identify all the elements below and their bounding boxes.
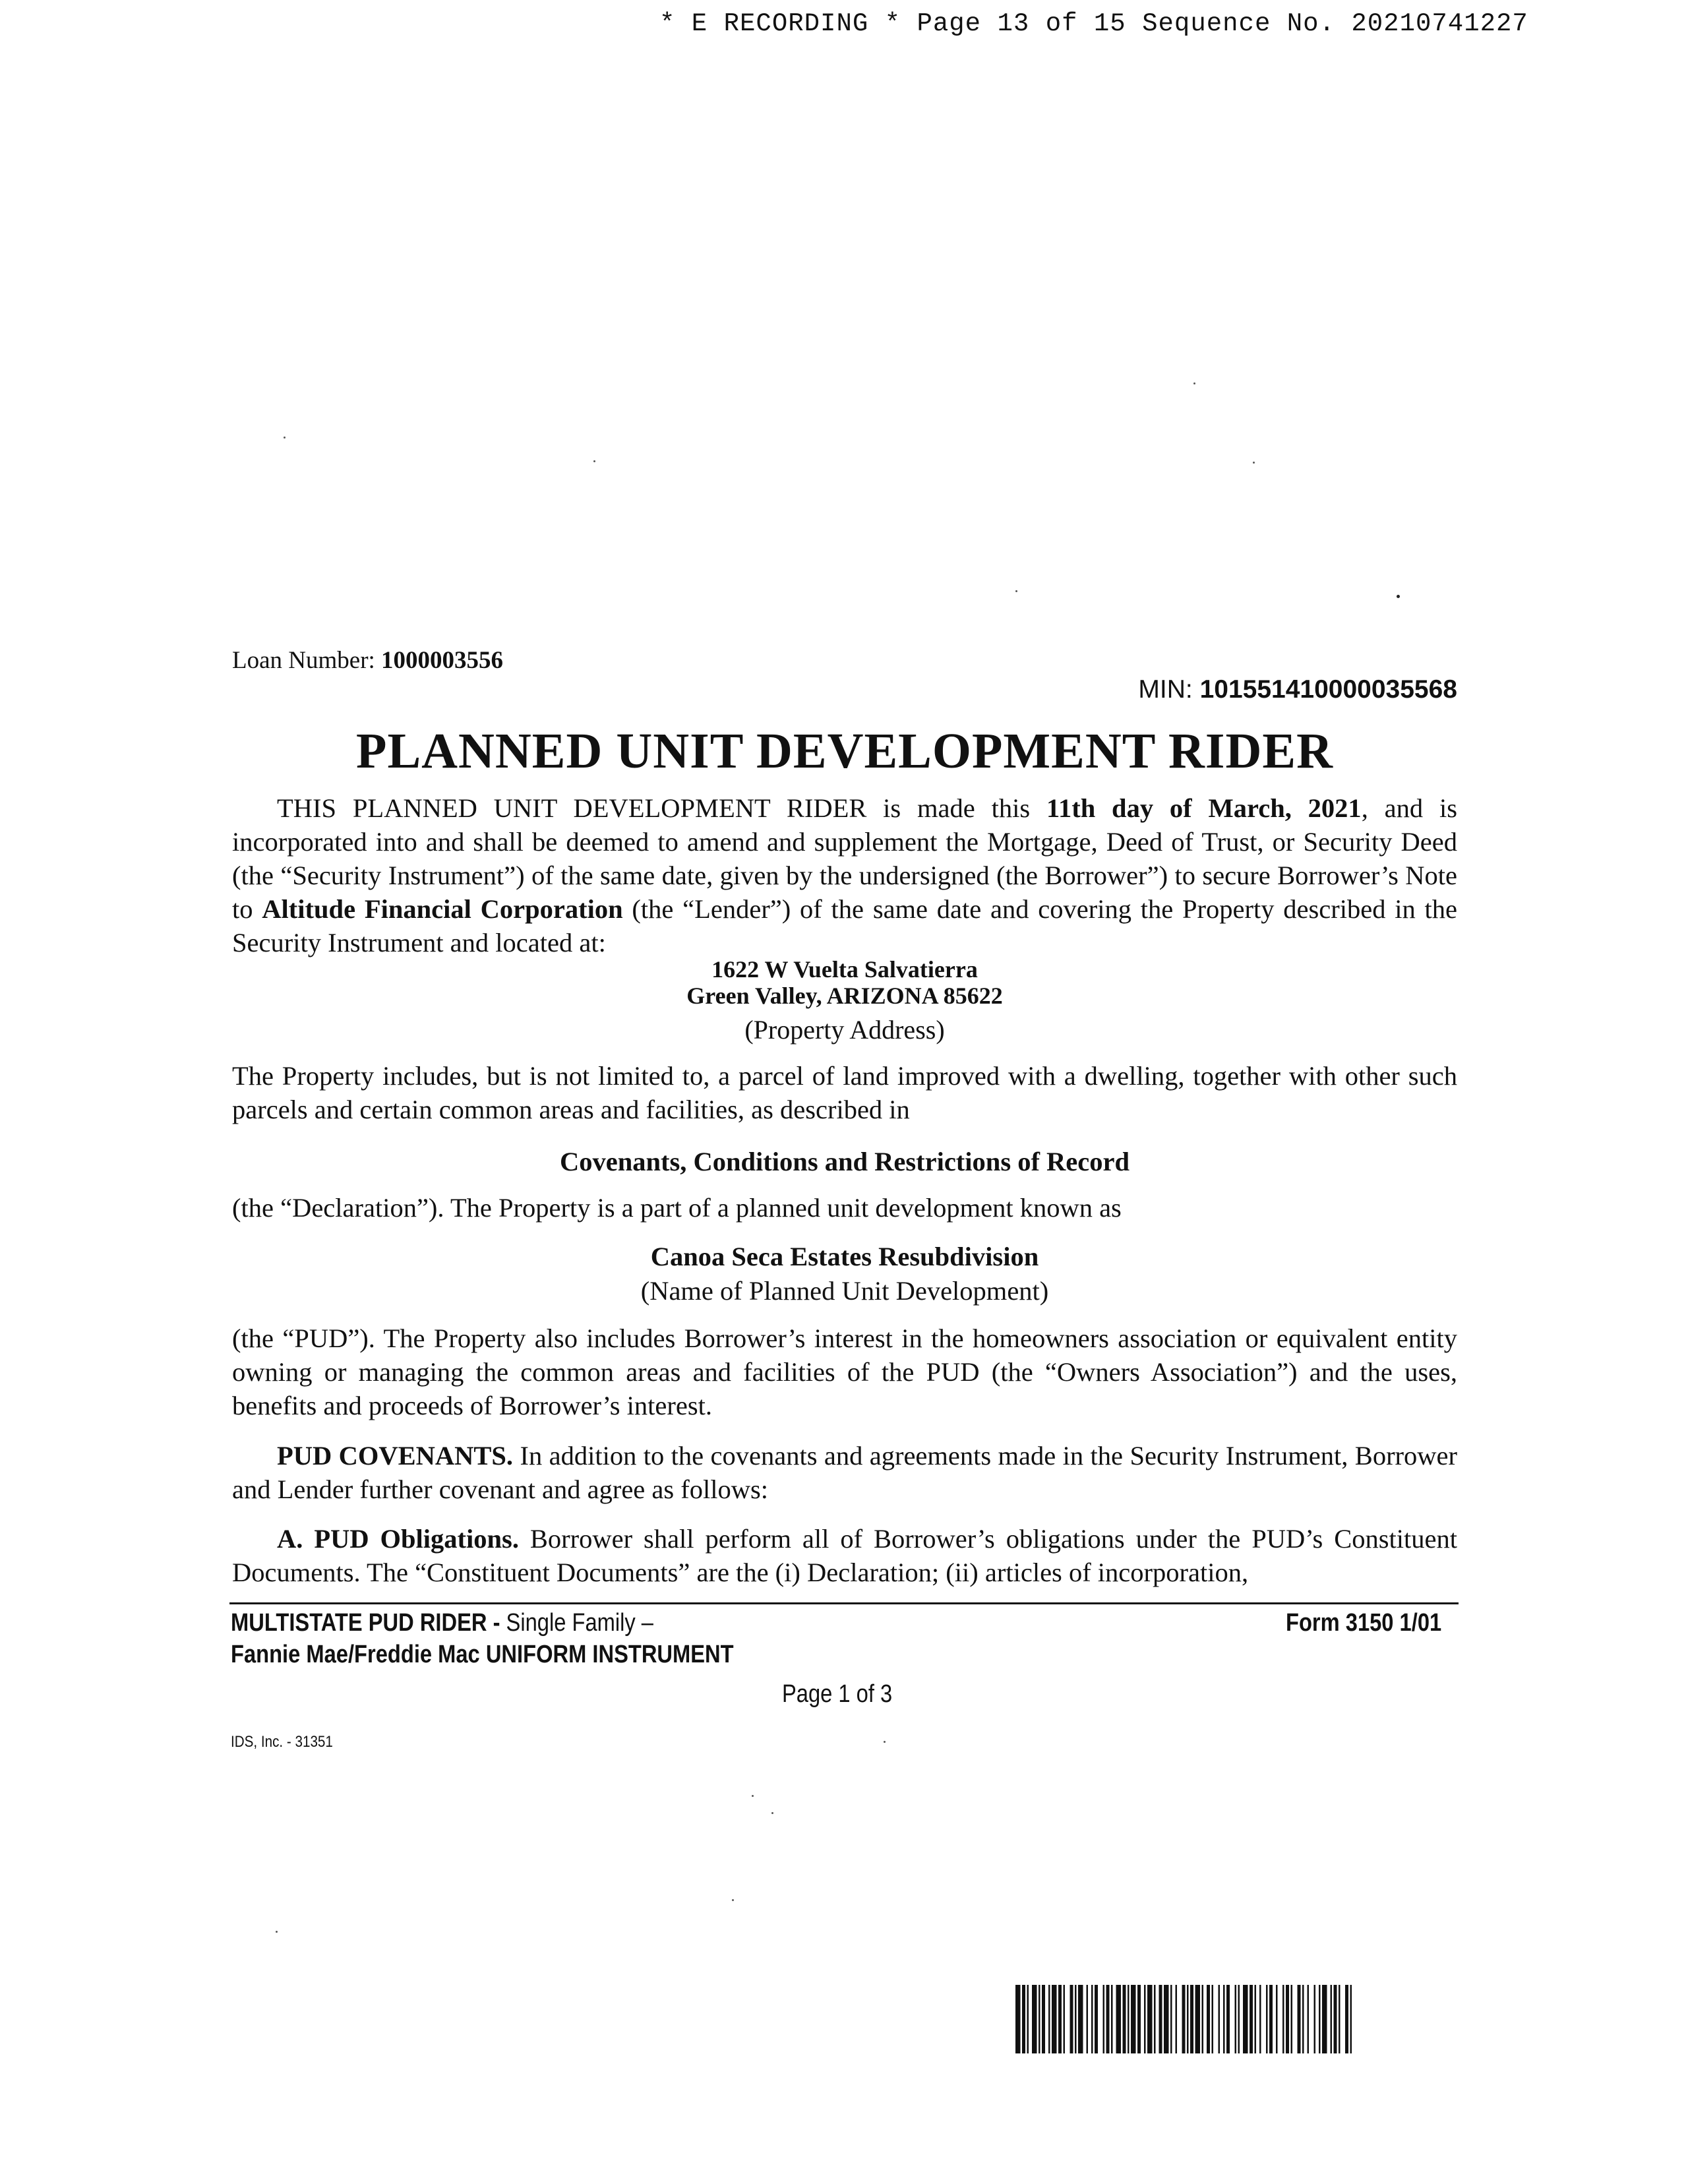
scan-speck [771,1812,773,1814]
ids-number: IDS, Inc. - 31351 [231,1733,333,1751]
min-label: MIN: [1138,675,1200,704]
footer-form-name: MULTISTATE PUD RIDER - Single Family – [231,1609,653,1637]
scan-speck [1253,462,1255,464]
scan-speck [732,1899,734,1901]
rider-date: 11th day of March, 2021 [1046,793,1362,823]
property-includes-paragraph: The Property includes, but is not limited to, a parcel of land improved with a dwelling, together with other such parcels and certain common areas and facilities, as described in [232,1061,1457,1124]
min-number [725,675,1457,704]
barcode-icon [1015,1985,1451,2053]
pud-paragraph: (the “PUD”). The Property also includes Borrower’s interest in the homeowners association or equivalent entity owning or managing the common areas and facilities of the PUD (the “Owners Association”) and the uses, benefits and proceeds of Borrower’s interest. [232,1323,1457,1420]
scan-speck [1015,590,1017,592]
pud-obligations-heading: A. PUD Obligations. [277,1524,519,1554]
footer-form-number: Form 3150 1/01 [1286,1609,1442,1637]
pud-obligations-paragraph: A. PUD Obligations. Borrower shall perform all of Borrower’s obligations under the PUD’s Constituent Documents. The “Constituent Documents” are the (i) Declaration; (ii) articles of incorporation, [232,1524,1457,1587]
scan-speck [1397,595,1400,598]
property-address-line1: 1622 W Vuelta Salvatierra [711,956,978,983]
pud-covenants-paragraph: PUD COVENANTS. In addition to the covenants and agreements made in the Security Instrument, Borrower and Lender further covenant and agree as follows: [232,1441,1457,1504]
loan-number-value: 1000003556 [381,647,504,674]
recording-header: * E RECORDING * Page 13 of 15 Sequence No. 20210741227 [659,9,1528,38]
loan-number [232,646,503,675]
footer-instrument: Fannie Mae/Freddie Mac UNIFORM INSTRUMENT [231,1641,734,1668]
scan-speck [752,1795,754,1797]
min-value: 101551410000035568 [1199,675,1457,704]
pud-covenants-heading: PUD COVENANTS. [277,1441,514,1471]
scan-speck [884,1741,886,1743]
pud-name-label: (Name of Planned Unit Development) [640,1276,1049,1306]
document-title: PLANNED UNIT DEVELOPMENT RIDER [356,723,1333,779]
loan-number-label: Loan Number: [232,647,382,674]
declaration-name: Covenants, Conditions and Restrictions of Record [559,1147,1130,1176]
scan-speck [276,1931,278,1933]
page-number: Page 1 of 3 [782,1680,893,1708]
scan-speck [1193,382,1195,384]
scan-speck [593,460,595,462]
declaration-paragraph: (the “Declaration”). The Property is a part of a planned unit development known as [232,1193,1122,1223]
pud-name: Canoa Seca Estates Resubdivision [650,1242,1039,1271]
property-address-label: (Property Address) [744,1015,945,1045]
footer-rule [229,1602,1459,1604]
scan-speck [284,437,286,439]
lender-name: Altitude Financial Corporation [262,894,623,924]
property-address-line2: Green Valley, ARIZONA 85622 [686,983,1003,1009]
intro-paragraph: THIS PLANNED UNIT DEVELOPMENT RIDER is made this 11th day of March, 2021, and is incorporated into and shall be deemed to amend and supplement the Mortgage, Deed of Trust, or Security Deed (the “Security Instrument”) of the same date, given by the undersigned (the Borrower”) to secure Borrower’s Note to Altitude Financial Corporation (the “Lender”) of the same date and covering the Property described in the Security Instrument and located at: [232,793,1457,957]
